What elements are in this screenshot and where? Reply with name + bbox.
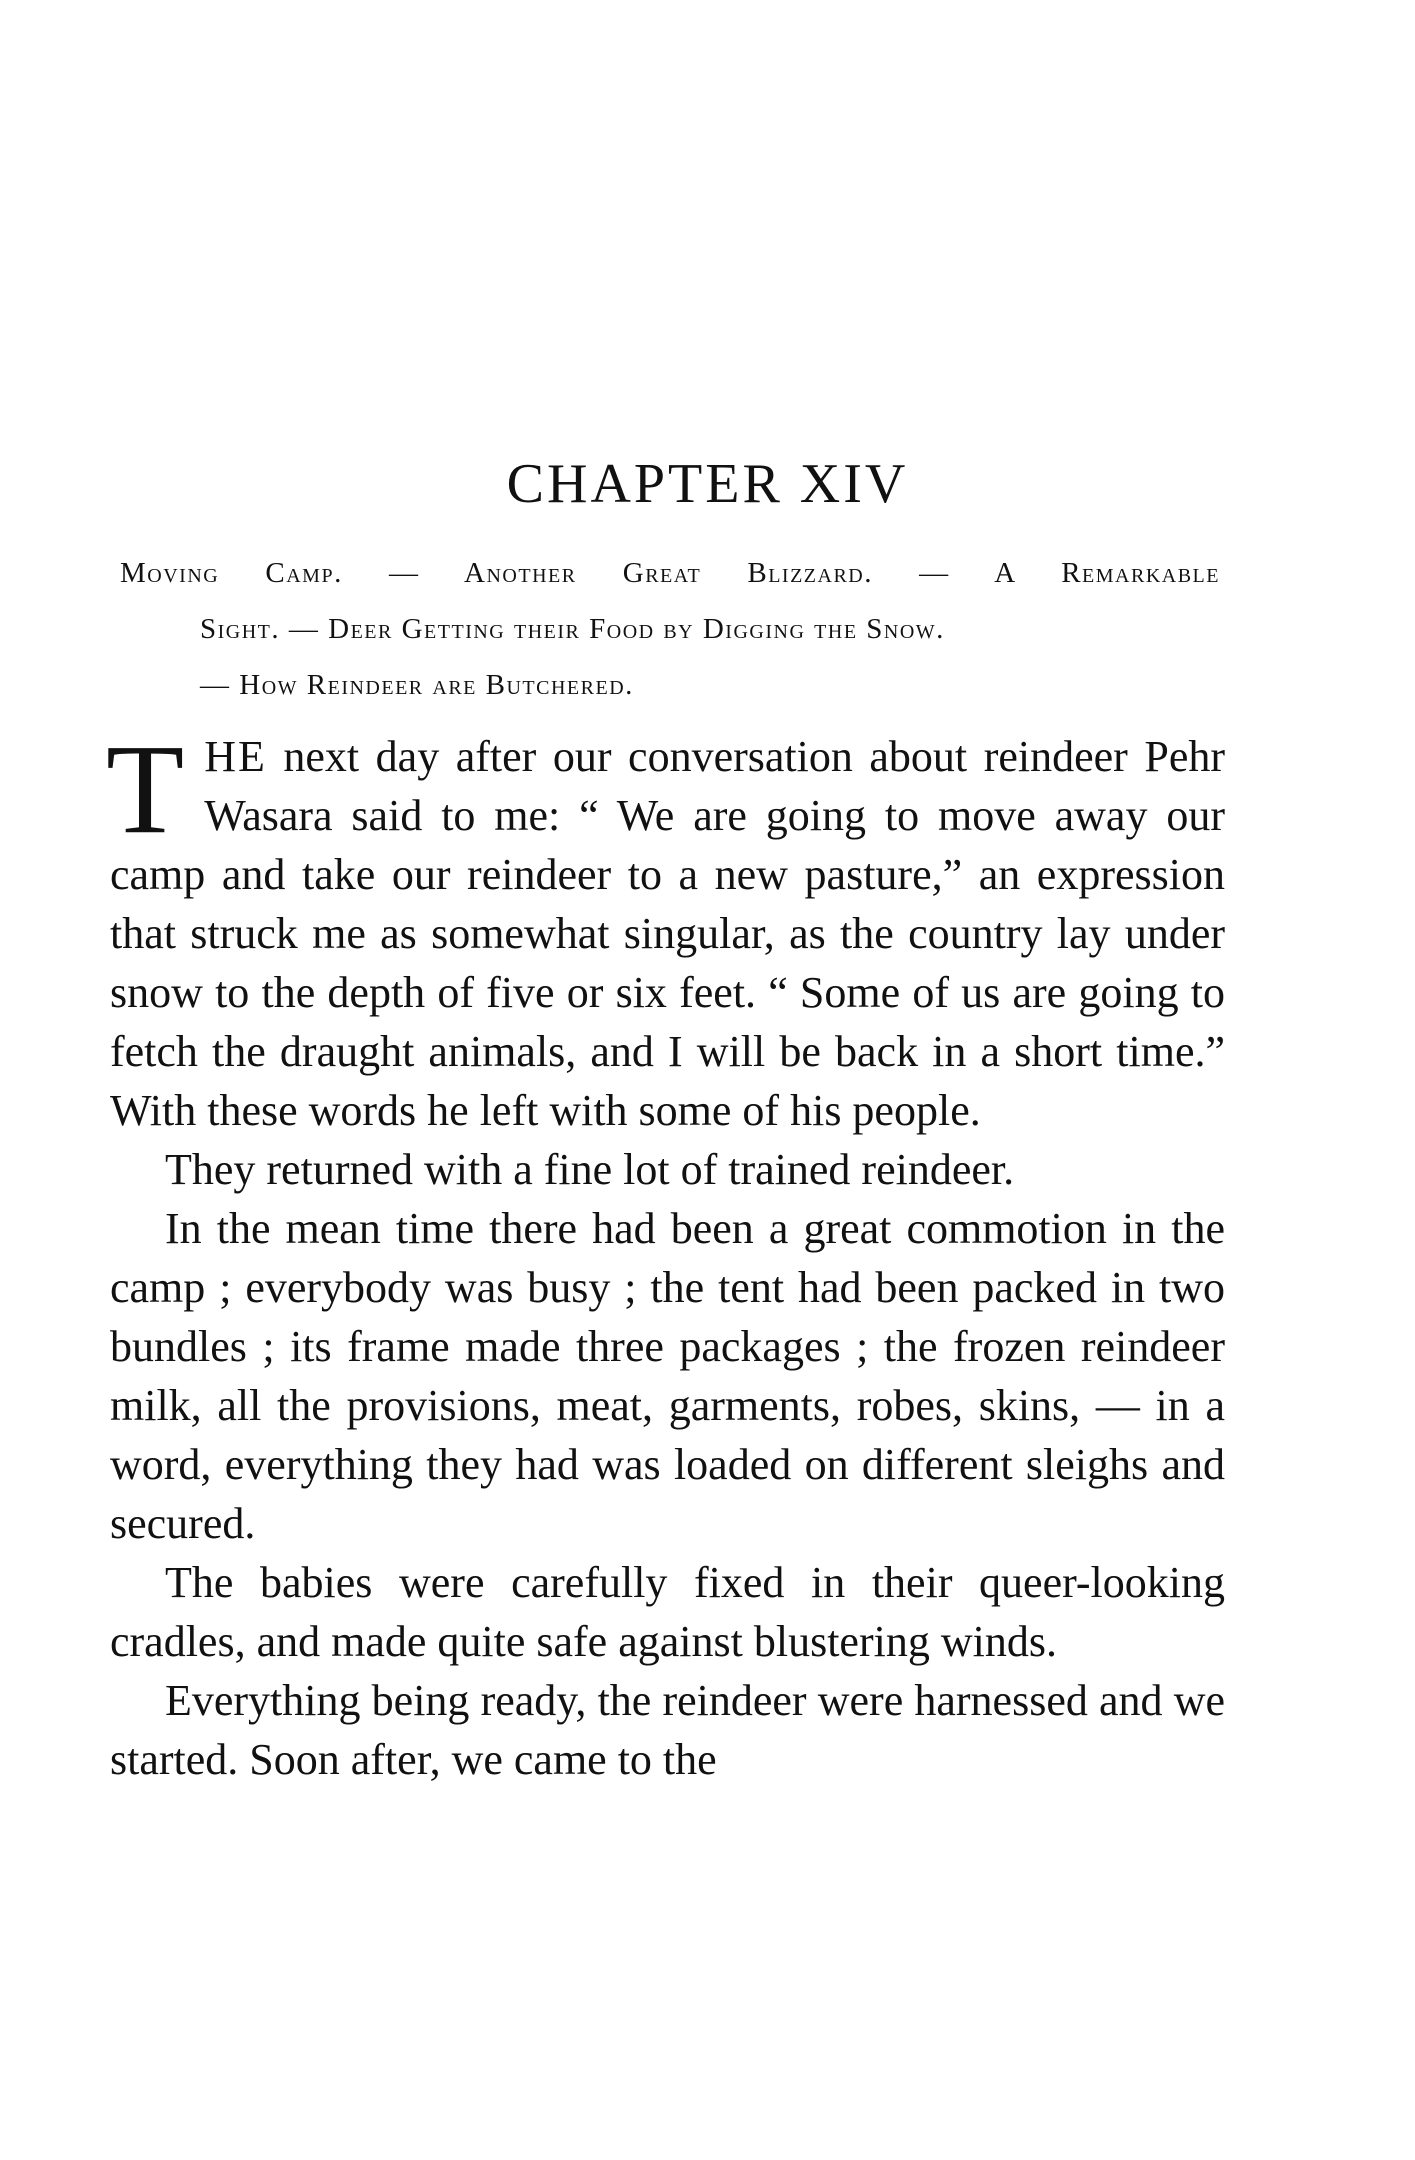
paragraph: They returned with a fine lot of trained reindeer. xyxy=(165,1145,1015,1194)
chapter-summary xyxy=(120,545,1220,713)
chapter-title: CHAPTER XIV xyxy=(506,453,909,515)
summary-line: — How Reindeer are Butchered. xyxy=(200,669,634,701)
summary-line: Moving Camp. — Another Great Blizzard. — A Remarkable xyxy=(120,557,1220,589)
drop-cap: T xyxy=(106,718,185,860)
first-paragraph xyxy=(106,718,1225,1140)
opening-word: HE xyxy=(204,732,267,781)
paragraph-text: next day after our conversation about reindeer Pehr Wasara said to me: “ We are going to move away our camp and take our reindeer to a new pasture,” an expression that struck me as somewhat singular, as the country lay under snow to the depth of five or six feet. “ Some of us are going to fetch the draught animals, and I will be back in a short time.” With these words he left with some of his people. xyxy=(110,732,1225,1135)
summary-line: Sight. — Deer Getting their Food by Digging the Snow. xyxy=(200,613,945,645)
paragraph: Everything being ready, the reindeer were harnessed and we started. Soon after, we came to the xyxy=(110,1676,1225,1784)
paragraph: The babies were carefully fixed in their queer-looking cradles, and made quite safe against blustering winds. xyxy=(110,1558,1225,1666)
chapter-body xyxy=(106,718,1225,1789)
paragraph: In the mean time there had been a great commotion in the camp ; everybody was busy ; the tent had been packed in two bundles ; its frame made three packages ; the frozen reindeer milk, all the provisions, meat, garments, robes, skins, — in a word, everything they had was loaded on different sleighs and secured. xyxy=(110,1204,1225,1548)
